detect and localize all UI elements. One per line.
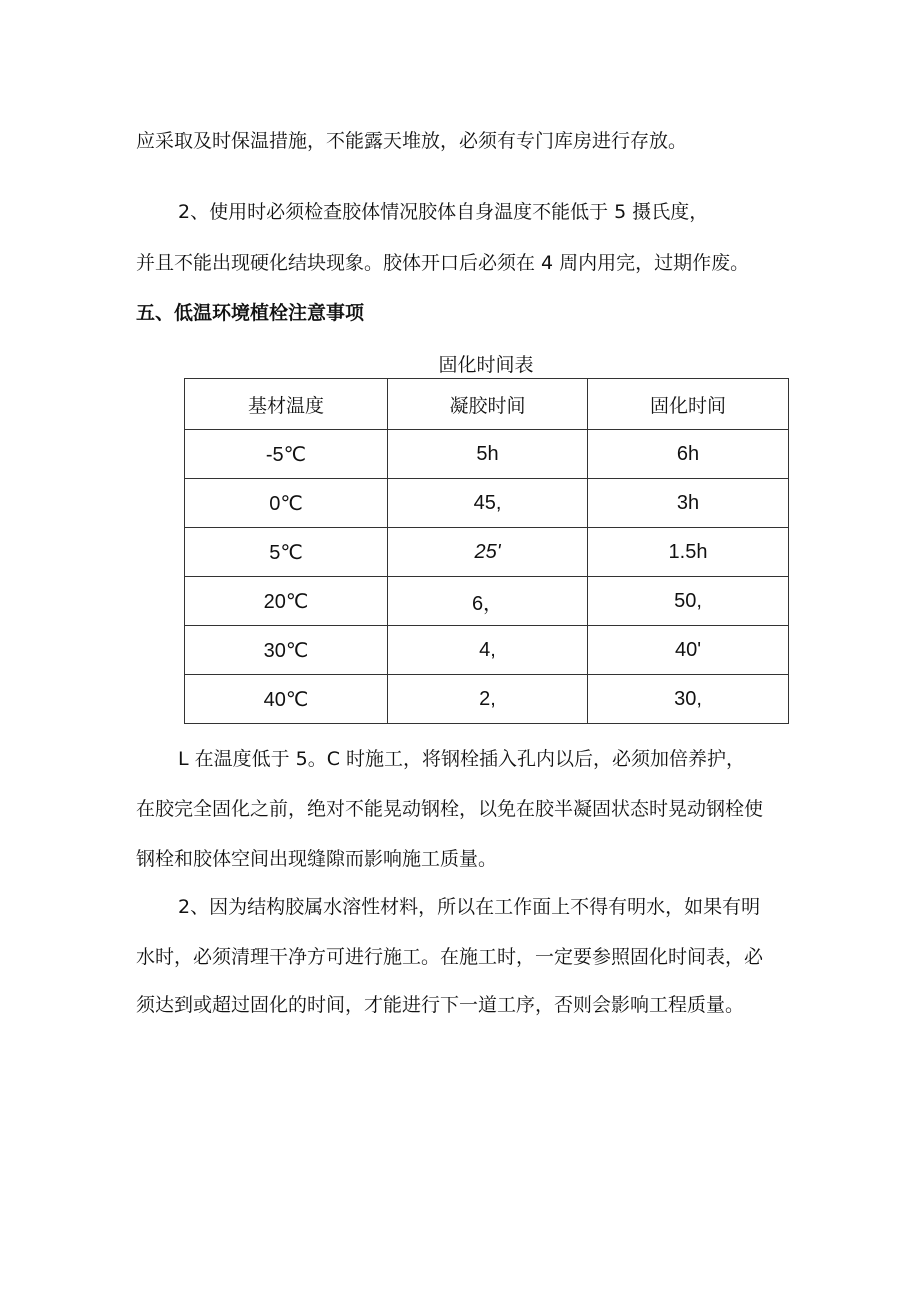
cell-temperature: 30℃: [185, 626, 388, 675]
cell-curing-time: 50,: [588, 577, 789, 626]
cell-temperature: 20℃: [185, 577, 388, 626]
paragraph-usage-line-2: 并且不能出现硬化结块现象。胶体开口后必须在 4 周内用完，过期作废。: [136, 252, 750, 274]
paragraph-storage-end: 应采取及时保温措施，不能露天堆放，必须有专门库房进行存放。: [136, 130, 688, 152]
table-row: [185, 626, 789, 675]
cell-gel-time: 45,: [388, 479, 588, 528]
table-row: [185, 577, 789, 626]
paragraph-lowtemp-line-1: L 在温度低于 5。C 时施工，将钢栓插入孔内以后，必须加倍养护，: [178, 748, 746, 770]
curing-time-table: [184, 378, 789, 724]
cell-gel-time: 6，: [388, 577, 588, 626]
cell-gel-time: 4,: [388, 626, 588, 675]
paragraph-lowtemp-line-3: 钢栓和胶体空间出现缝隙而影响施工质量。: [136, 848, 498, 870]
header-curing-time: 固化时间: [588, 379, 789, 430]
table-header-row: [185, 379, 789, 430]
cell-curing-time: 1.5h: [588, 528, 789, 577]
cell-gel-time: 5h: [388, 430, 588, 479]
cell-gel-time: 2,: [388, 675, 588, 724]
section-heading: 五、低温环境植栓注意事项: [136, 302, 365, 324]
table-row: [185, 528, 789, 577]
table-row: [185, 479, 789, 528]
paragraph-lowtemp-line-2: 在胶完全固化之前，绝对不能晃动钢栓，以免在胶半凝固状态时晃动钢栓使: [136, 798, 764, 820]
paragraph-water-line-1: 2、因为结构胶属水溶性材料，所以在工作面上不得有明水，如果有明: [178, 896, 761, 918]
paragraph-water-line-3: 须达到或超过固化的时间，才能进行下一道工序，否则会影响工程质量。: [136, 994, 745, 1016]
paragraph-usage-line-1: 2、使用时必须检查胶体情况胶体自身温度不能低于 5 摄氏度，: [178, 201, 709, 223]
cell-curing-time: 40': [588, 626, 789, 675]
table-row: [185, 430, 789, 479]
cell-temperature: 5℃: [185, 528, 388, 577]
header-gel-time: 凝胶时间: [388, 379, 588, 430]
header-substrate-temperature: 基材温度: [185, 379, 388, 430]
cell-curing-time: 3h: [588, 479, 789, 528]
cell-temperature: -5℃: [185, 430, 388, 479]
cell-curing-time: 6h: [588, 430, 789, 479]
cell-temperature: 0℃: [185, 479, 388, 528]
cell-temperature: 40℃: [185, 675, 388, 724]
table-caption: 固化时间表: [438, 354, 534, 376]
paragraph-water-line-2: 水时，必须清理干净方可进行施工。在施工时，一定要参照固化时间表，必: [136, 946, 764, 968]
cell-gel-time: 25': [388, 528, 588, 577]
cell-curing-time: 30,: [588, 675, 789, 724]
table-row: [185, 675, 789, 724]
